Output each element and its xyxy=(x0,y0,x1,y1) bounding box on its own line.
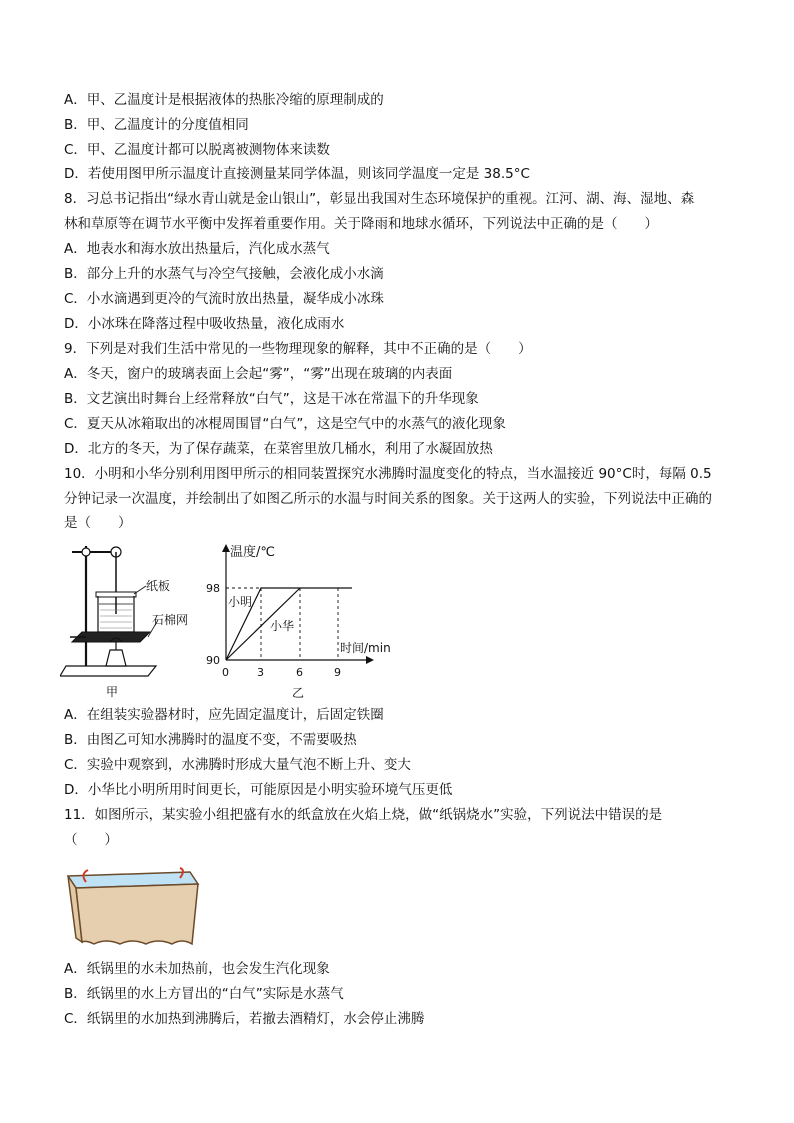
paper-pot-figure xyxy=(62,866,202,950)
q8-stem-line2: 林和草原等在调节水平衡中发挥着重要作用。关于降雨和地球水循环，下列说法中正确的是（ ） xyxy=(64,216,658,232)
q10-option-c: C．实验中观察到，水沸腾时形成大量气泡不断上升、变大 xyxy=(64,757,411,773)
q8-option-d: D．小冰珠在降落过程中吸收热量，液化成雨水 xyxy=(64,316,345,332)
boiling-apparatus-figure xyxy=(60,538,220,702)
q11-option-c: C．纸锅里的水加热到沸腾后，若撤去酒精灯，水会停止沸腾 xyxy=(64,1011,425,1027)
q7-option-b: B．甲、乙温度计的分度值相同 xyxy=(64,117,249,133)
q7-option-d: D．若使用图甲所示温度计直接测量某同学体温，则该同学温度一定是 38.5°C xyxy=(64,166,530,182)
y-tick-98: 98 xyxy=(206,582,220,595)
temperature-time-graph xyxy=(206,540,406,702)
q8-stem-line1: 8．习总书记指出“绿水青山就是金山银山”，彰显出我国对生态环境保护的重视。江河、湖、海、湿地、森 xyxy=(64,191,695,207)
q11-option-b: B．纸锅里的水上方冒出的“白气”实际是水蒸气 xyxy=(64,986,344,1002)
q10-option-b: B．由图乙可知水沸腾时的温度不变，不需要吸热 xyxy=(64,732,357,748)
q9-option-c: C．夏天从冰箱取出的冰棍周围冒“白气”，这是空气中的水蒸气的液化现象 xyxy=(64,416,506,432)
graph-ylabel: 温度/℃ xyxy=(230,545,275,560)
q9-option-a: A．冬天，窗户的玻璃表面上会起“雾”，“雾”出现在玻璃的内表面 xyxy=(64,366,453,382)
q11-stem-line2: （ ） xyxy=(64,832,118,848)
stand-base xyxy=(60,666,156,676)
label-xiaoming: 小明 xyxy=(228,595,253,609)
x-tick-0: 0 xyxy=(222,666,229,679)
label-cardboard: 纸板 xyxy=(146,579,171,593)
label-asbestos-gauze: 石棉网 xyxy=(152,613,189,627)
y-tick-90: 90 xyxy=(206,654,220,667)
x-tick-9: 9 xyxy=(334,666,341,679)
q10-stem-line1: 10．小明和小华分别利用图甲所示的相同装置探究水沸腾时温度变化的特点，当水温接近 90°C时，每隔 0.5 xyxy=(64,466,712,482)
figure-caption-jia: 甲 xyxy=(106,685,119,699)
q8-option-a: A．地表水和海水放出热量后，汽化成水蒸气 xyxy=(64,241,330,257)
x-tick-3: 3 xyxy=(257,666,264,679)
q10-stem-line2: 分钟记录一次温度，并绘制出了如图乙所示的水温与时间关系的图象。关于这两人的实验，下列说法中正确的 xyxy=(64,491,712,507)
q10-option-a: A．在组装实验器材时，应先固定温度计，后固定铁圈 xyxy=(64,707,384,723)
paper-box xyxy=(76,884,198,944)
q7-option-a: A．甲、乙温度计是根据液体的热胀冷缩的原理制成的 xyxy=(64,92,384,108)
q9-option-b: B．文艺演出时舞台上经常释放“白气”，这是干冰在常温下的升华现象 xyxy=(64,391,479,407)
cardboard-lid xyxy=(96,592,136,597)
q10-stem-line3: 是（ ） xyxy=(64,515,132,531)
figure-caption-yi: 乙 xyxy=(292,686,305,700)
q11-option-a: A．纸锅里的水未加热前，也会发生汽化现象 xyxy=(64,961,330,977)
label-xiaohua: 小华 xyxy=(270,619,295,633)
q9-stem: 9．下列是对我们生活中常见的一些物理现象的解释，其中不正确的是（ ） xyxy=(64,341,532,357)
q7-option-c: C．甲、乙温度计都可以脱离被测物体来读数 xyxy=(64,142,330,158)
alcohol-burner xyxy=(106,650,126,666)
q8-option-b: B．部分上升的水蒸气与冷空气接触，会液化成小水滴 xyxy=(64,266,384,282)
graph-xlabel: 时间/min xyxy=(340,641,391,655)
q9-option-d: D．北方的冬天，为了保存蔬菜，在菜窖里放几桶水，利用了水凝固放热 xyxy=(64,441,493,457)
q10-option-d: D．小华比小明所用时间更长，可能原因是小明实验环境气压更低 xyxy=(64,782,453,798)
x-tick-6: 6 xyxy=(296,666,303,679)
q8-option-c: C．小水滴遇到更冷的气流时放出热量，凝华成小冰珠 xyxy=(64,291,384,307)
q11-stem-line1: 11．如图所示，某实验小组把盛有水的纸盒放在火焰上烧，做“纸锅烧水”实验，下列说法中错误的是 xyxy=(64,807,663,823)
